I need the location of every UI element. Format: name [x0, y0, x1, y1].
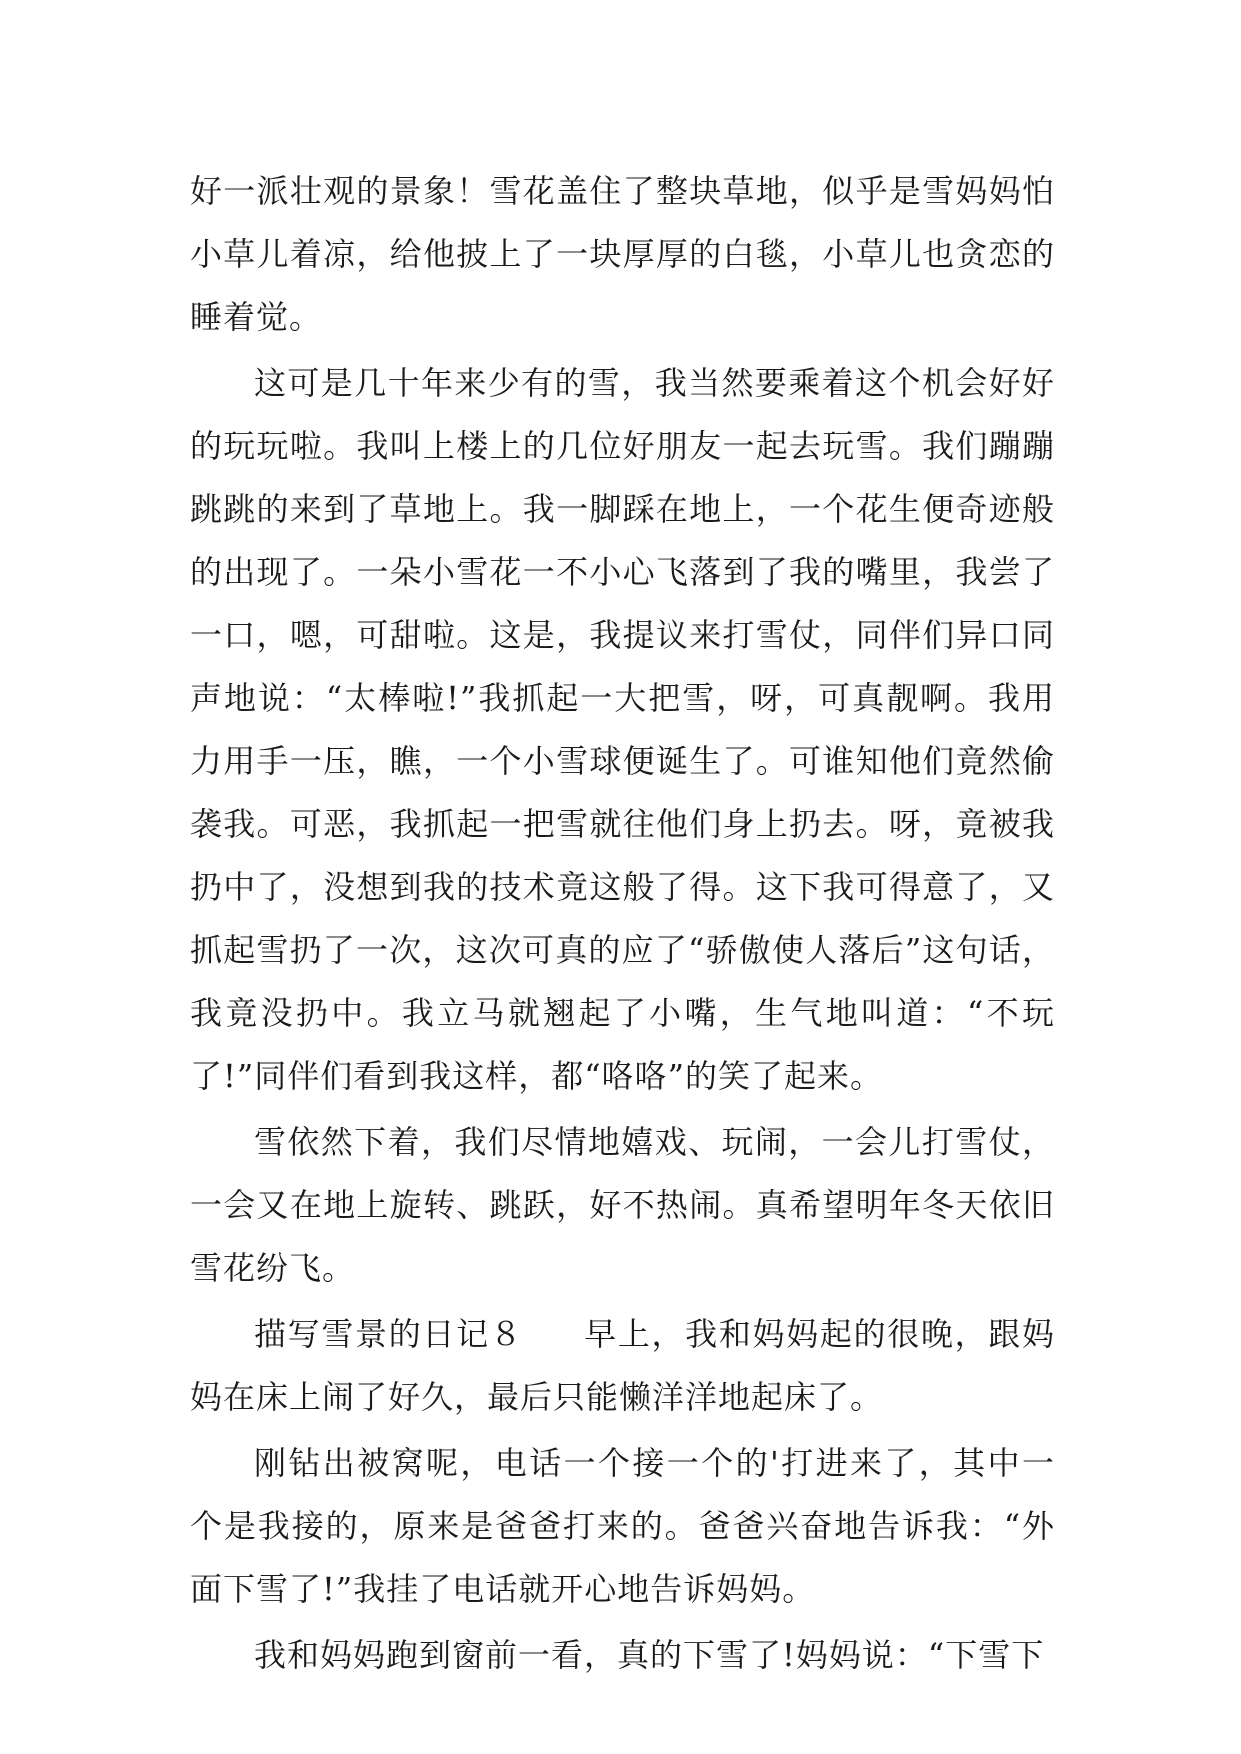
paragraph-4-text: 早上，我和妈妈起的很晚，跟妈妈在床上闹了好久，最后只能懒洋洋地起床了。 — [190, 1315, 1055, 1416]
paragraph-3 — [190, 1111, 1055, 1300]
diary-title: 描写雪景的日记８ — [254, 1315, 524, 1353]
paragraph-5 — [190, 1432, 1055, 1621]
paragraph-1-text: 好一派壮观的景象！雪花盖住了整块草地，似乎是雪妈妈怕小草儿着凉，给他披上了一块厚厚的白毯，小草儿也贪恋的睡着觉。 — [190, 172, 1055, 336]
paragraph-5-text: 刚钻出被窝呢，电话一个接一个的'打进来了，其中一个是我接的，原来是爸爸打来的。爸爸兴奋地告诉我：“外面下雪了!”我挂了电话就开心地告诉妈妈。 — [190, 1444, 1055, 1608]
document-body — [190, 160, 1055, 1687]
paragraph-6-text: 我和妈妈跑到窗前一看，真的下雪了!妈妈说：“下雪下 — [254, 1636, 1045, 1674]
paragraph-2-text: 这可是几十年来少有的雪，我当然要乘着这个机会好好的玩玩啦。我叫上楼上的几位好朋友一起去玩雪。我们蹦蹦跳跳的来到了草地上。我一脚踩在地上，一个花生便奇迹般的出现了。一朵小雪花一不小心飞落到了我的嘴里，我尝了一口，嗯，可甜啦。这是，我提议来打雪仗，同伴们异口同声地说：“太棒啦!”我抓起一大把雪，呀，可真靓啊。我用力用手一压，瞧，一个小雪球便诞生了。可谁知他们竟然偷袭我。可恶，我抓起一把雪就往他们身上扔去。呀，竟被我扔中了，没想到我的技术竟这般了得。这下我可得意了，又抓起雪扔了一次，这次可真的应了“骄傲使人落后”这句话，我竟没扔中。我立马就翘起了小嘴，生气地叫道：“不玩了!”同伴们看到我这样，都“咯咯”的笑了起来。 — [190, 364, 1055, 1095]
paragraph-4 — [190, 1303, 1055, 1429]
paragraph-2 — [190, 352, 1055, 1108]
paragraph-1 — [190, 160, 1055, 349]
paragraph-6 — [190, 1624, 1055, 1687]
paragraph-3-text: 雪依然下着，我们尽情地嬉戏、玩闹，一会儿打雪仗，一会又在地上旋转、跳跃，好不热闹。真希望明年冬天依旧雪花纷飞。 — [190, 1123, 1055, 1287]
